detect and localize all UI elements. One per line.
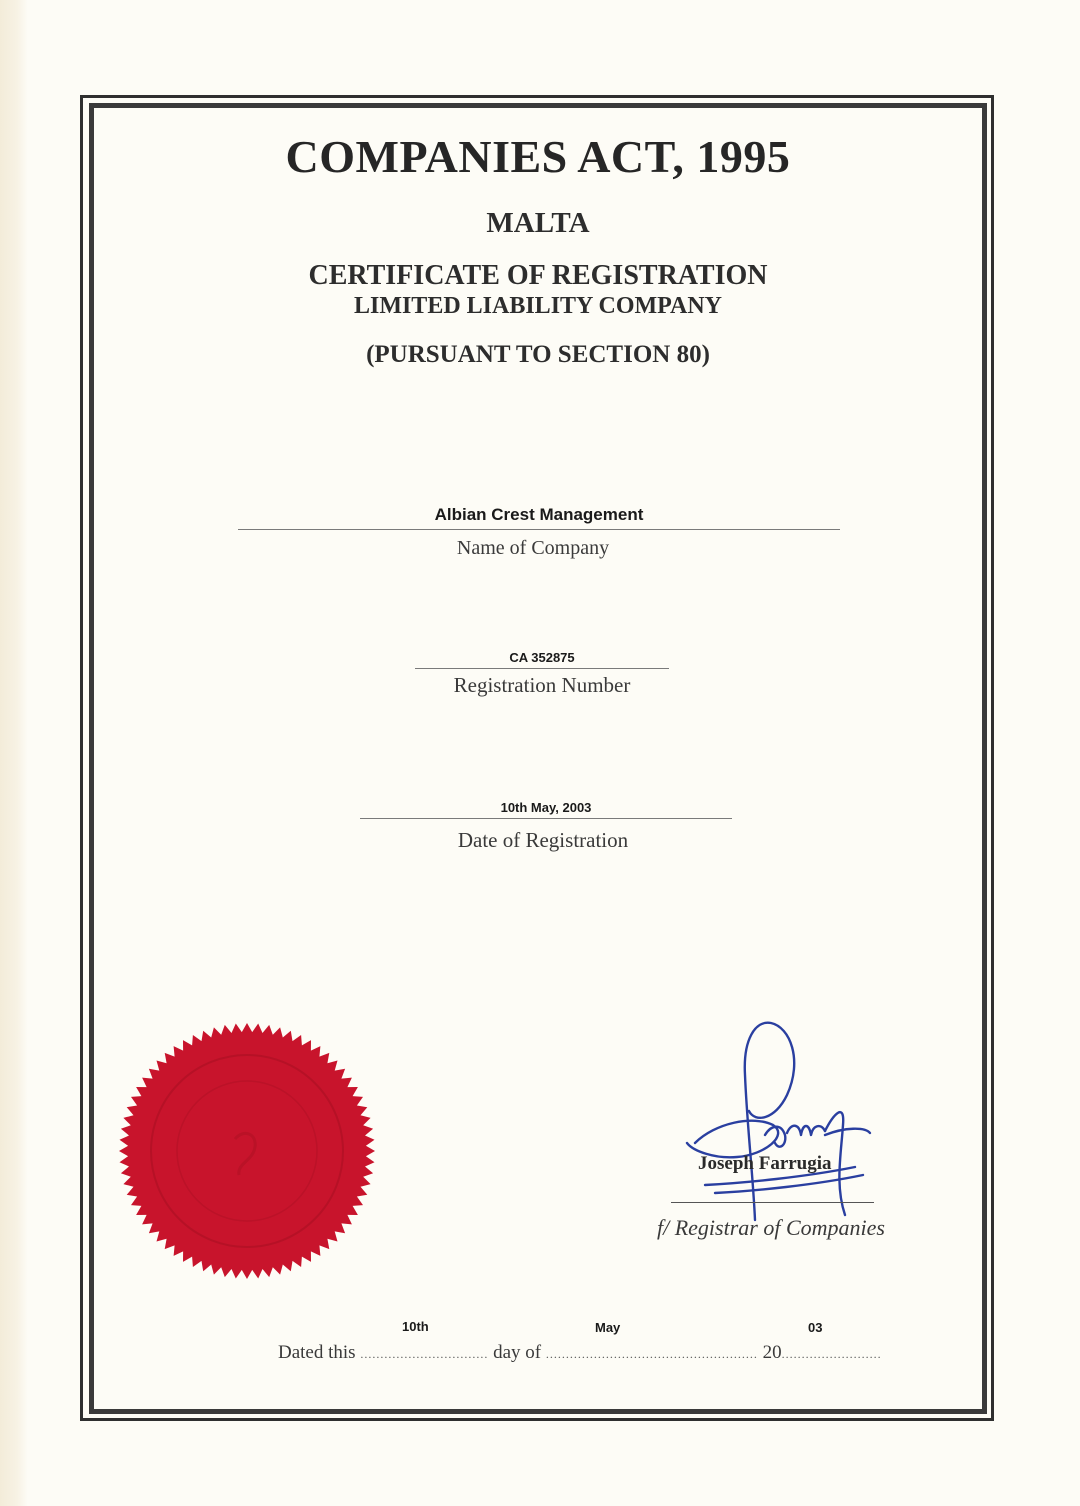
- company-type: LIMITED LIABILITY COMPANY: [353, 293, 723, 319]
- registration-number-value: CA 352875: [509, 650, 575, 665]
- dated-day-value: 10th: [402, 1319, 429, 1334]
- act-title: COMPANIES ACT, 1995: [285, 131, 791, 182]
- year-dots: .........................: [781, 1347, 882, 1361]
- signatory-name: Joseph Farrugia: [698, 1153, 832, 1174]
- registration-date-value: 10th May, 2003: [500, 800, 592, 815]
- signature-line: [671, 1202, 874, 1203]
- day-dots: ................................: [360, 1347, 489, 1361]
- company-name-line: [238, 529, 840, 530]
- dated-year-value: 03: [808, 1320, 823, 1335]
- company-name-value: Albian Crest Management: [434, 505, 644, 524]
- pursuant-clause: (PURSUANT TO SECTION 80): [366, 341, 710, 368]
- seal-body: [119, 1023, 375, 1279]
- registration-date-label: Date of Registration: [457, 828, 629, 852]
- company-name-label: Name of Company: [456, 537, 610, 559]
- handwritten-signature: [675, 1015, 890, 1225]
- dated-day-of: day of: [493, 1342, 542, 1363]
- dated-prefix: Dated this: [278, 1342, 356, 1363]
- signatory-title: f/ Registrar of Companies: [657, 1215, 885, 1240]
- month-dots: .....................................................: [545, 1347, 758, 1361]
- registration-number-line: [415, 668, 669, 669]
- red-wax-seal: [117, 1021, 377, 1281]
- country-title: MALTA: [486, 207, 590, 239]
- dated-month-value: May: [595, 1320, 621, 1335]
- certificate-title: CERTIFICATE OF REGISTRATION: [308, 260, 768, 291]
- dated-line: [278, 1342, 882, 1364]
- registration-number-label: Registration Number: [453, 673, 631, 697]
- registration-date-line: [360, 818, 732, 819]
- dated-century: 20: [762, 1342, 782, 1363]
